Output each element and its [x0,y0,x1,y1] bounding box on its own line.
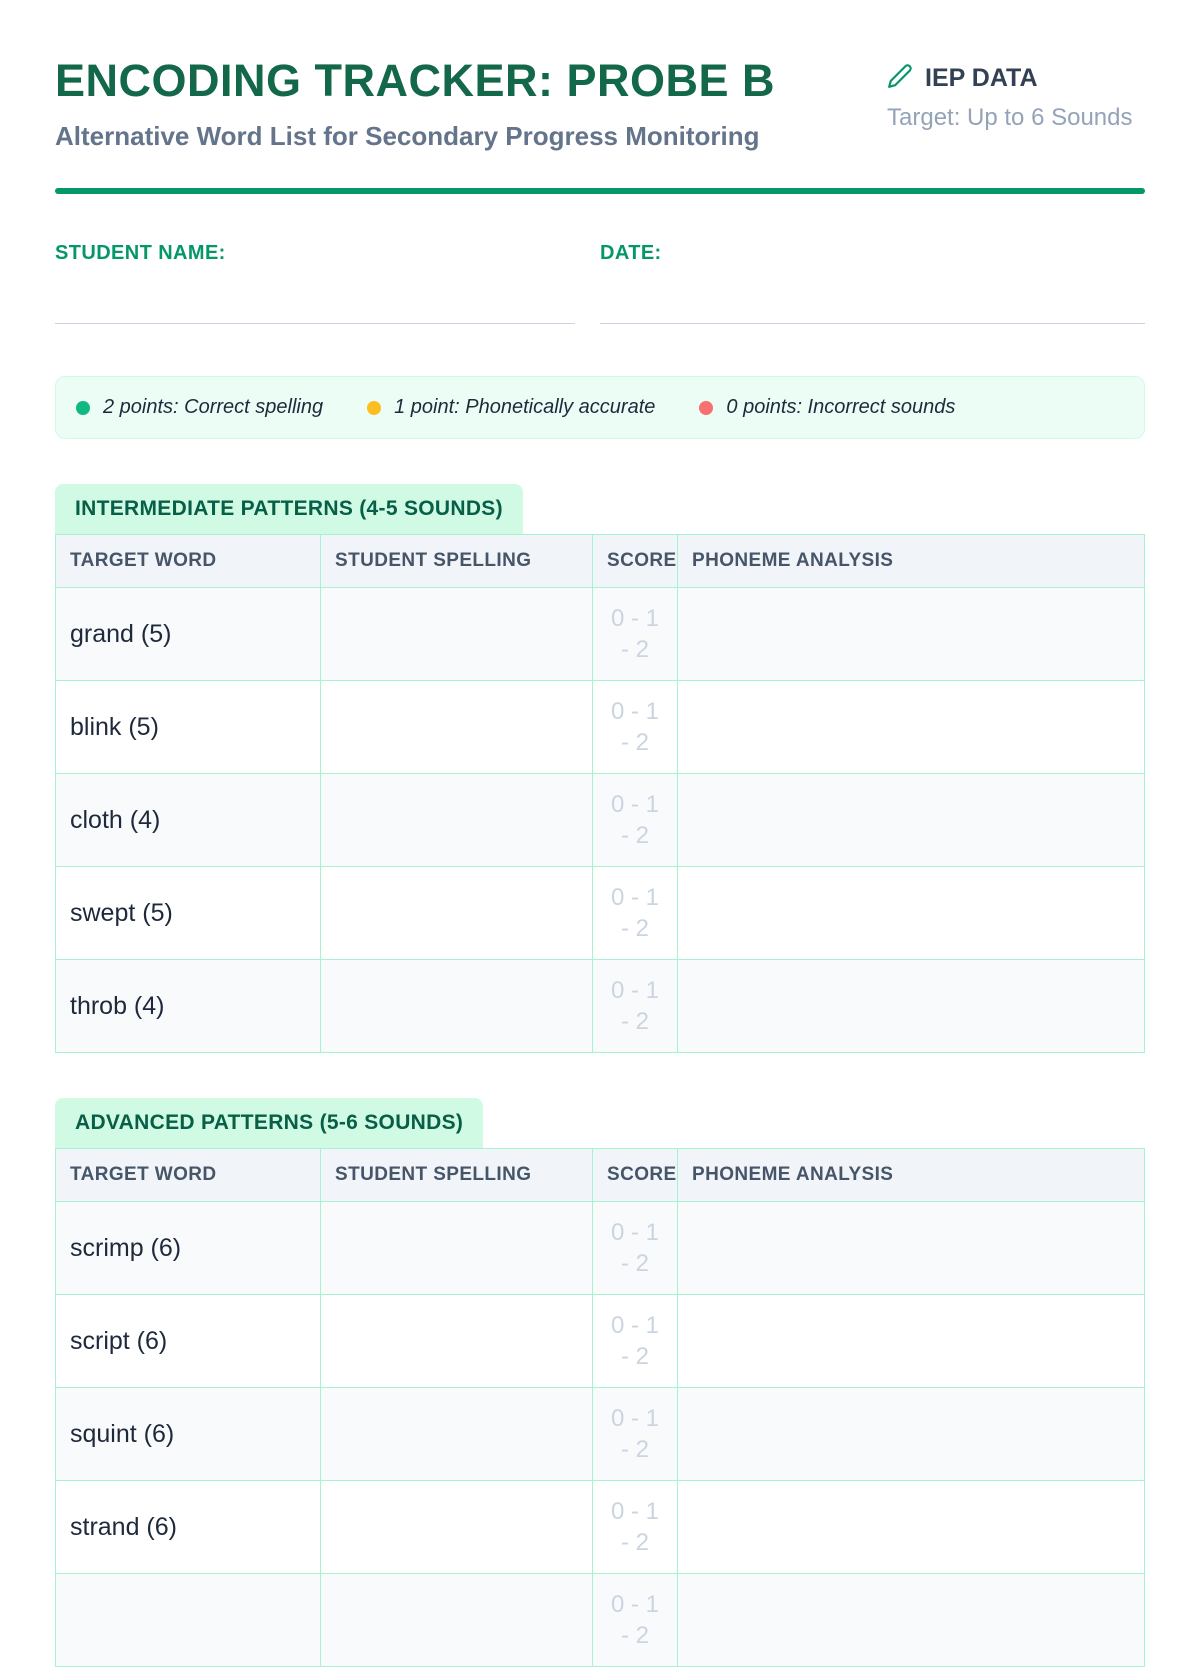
column-header-target-word: TARGET WORD [56,1149,321,1201]
score-option-line2: - 2 [620,729,649,756]
table-body [56,587,1144,1052]
student-info-form [55,242,1145,324]
target-word-cell: blink (5) [56,681,321,773]
table-row [56,587,1144,680]
table-row [56,1294,1144,1387]
student-name-field [55,242,575,324]
column-header-target-word: TARGET WORD [56,535,321,587]
page-title: ENCODING TRACKER: PROBE B [55,55,776,106]
page-header [55,55,1145,152]
target-word-cell [56,1574,321,1666]
legend-item [76,396,323,419]
legend-item [367,396,655,419]
data-table [55,534,1145,1053]
score-options-cell[interactable] [593,1388,678,1480]
score-options-cell[interactable] [593,1481,678,1573]
table-row [56,1201,1144,1294]
table-row [56,773,1144,866]
header-divider [55,188,1145,194]
student-spelling-cell[interactable] [321,774,593,866]
table-row [56,1573,1144,1666]
phoneme-analysis-cell[interactable] [678,1202,1144,1294]
section-title-tab [55,1098,483,1148]
score-option-line1: 0 - 1 [610,791,660,818]
student-spelling-cell[interactable] [321,1388,593,1480]
score-option-line1: 0 - 1 [610,1405,660,1432]
score-options-cell[interactable] [593,867,678,959]
title-block [55,55,775,152]
phoneme-analysis-cell[interactable] [678,681,1144,773]
score-option-line1: 0 - 1 [610,605,660,632]
phoneme-analysis-cell[interactable] [678,1388,1144,1480]
score-option-line2: - 2 [620,1250,649,1277]
target-word-cell: throb (4) [56,960,321,1052]
target-word-cell: grand (5) [56,588,321,680]
section-title: INTERMEDIATE PATTERNS (4-5 SOUNDS) [75,497,503,520]
score-options-cell[interactable] [593,1574,678,1666]
score-options-cell[interactable] [593,681,678,773]
column-header-phoneme-analysis: PHONEME ANALYSIS [692,550,894,571]
score-options-cell[interactable] [593,1295,678,1387]
score-option-line2: - 2 [620,1343,649,1370]
tables-container [55,484,1145,1667]
student-spelling-cell[interactable] [321,960,593,1052]
table-section [55,1098,1145,1667]
score-option-line2: - 2 [620,1436,649,1463]
table-row [56,680,1144,773]
phoneme-analysis-cell[interactable] [678,774,1144,866]
score-option-line2: - 2 [620,1622,649,1649]
target-word-cell: script (6) [56,1295,321,1387]
data-table [55,1148,1145,1667]
table-row [56,1480,1144,1573]
student-spelling-cell[interactable] [321,867,593,959]
legend-item [699,396,955,419]
target-word-cell: squint (6) [56,1388,321,1480]
score-options-cell[interactable] [593,588,678,680]
score-option-line1: 0 - 1 [610,1219,660,1246]
column-header-student-spelling: STUDENT SPELLING [321,535,593,587]
score-option-line2: - 2 [620,1529,649,1556]
phoneme-analysis-cell[interactable] [678,867,1144,959]
date-label: DATE: [600,242,662,264]
student-name-input-line[interactable] [55,323,575,324]
target-word-cell: scrimp (6) [56,1202,321,1294]
legend-label: 0 points: Incorrect sounds [726,396,956,418]
table-header-row [56,1149,1144,1201]
table-row [56,1387,1144,1480]
student-spelling-cell[interactable] [321,1202,593,1294]
score-option-line2: - 2 [620,915,649,942]
legend-dot-icon [76,401,90,415]
phoneme-analysis-cell[interactable] [678,1481,1144,1573]
score-option-line1: 0 - 1 [610,884,660,911]
target-word-cell: strand (6) [56,1481,321,1573]
score-option-line1: 0 - 1 [610,1591,660,1618]
score-options-cell[interactable] [593,1202,678,1294]
table-header-row [56,535,1144,587]
phoneme-analysis-cell[interactable] [678,1295,1144,1387]
iep-data-label: IEP DATA [925,64,1038,92]
phoneme-analysis-cell[interactable] [678,1574,1144,1666]
student-name-label: STUDENT NAME: [55,242,226,264]
student-spelling-cell[interactable] [321,681,593,773]
student-spelling-cell[interactable] [321,1574,593,1666]
column-header-phoneme-analysis: PHONEME ANALYSIS [692,1164,894,1185]
column-header-score: SCORE [593,535,678,587]
scoring-legend [55,376,1145,439]
score-options-cell[interactable] [593,774,678,866]
page-subtitle: Alternative Word List for Secondary Progress Monitoring [55,121,760,151]
student-spelling-cell[interactable] [321,1295,593,1387]
score-option-line1: 0 - 1 [610,1498,660,1525]
section-title: ADVANCED PATTERNS (5-6 SOUNDS) [75,1111,464,1134]
score-option-line2: - 2 [620,1008,649,1035]
legend-label: 1 point: Phonetically accurate [394,396,656,418]
score-option-line1: 0 - 1 [610,977,660,1004]
score-option-line1: 0 - 1 [610,1312,660,1339]
table-body [56,1201,1144,1666]
target-word-cell: cloth (4) [56,774,321,866]
legend-dot-icon [367,401,381,415]
iep-data-block [887,55,1145,132]
iep-data-row [887,63,1145,94]
score-option-line2: - 2 [620,636,649,663]
date-field [600,242,1145,324]
iep-target-text: Target: Up to 6 Sounds [887,104,1133,131]
column-header-score: SCORE [593,1149,678,1201]
pencil-icon [887,63,913,94]
legend-dot-icon [699,401,713,415]
section-title-tab [55,484,523,534]
table-section [55,484,1145,1053]
student-spelling-cell[interactable] [321,1481,593,1573]
phoneme-analysis-cell[interactable] [678,960,1144,1052]
column-header-student-spelling: STUDENT SPELLING [321,1149,593,1201]
student-spelling-cell[interactable] [321,588,593,680]
table-row [56,959,1144,1052]
score-option-line2: - 2 [620,822,649,849]
table-row [56,866,1144,959]
date-input-line[interactable] [600,323,1145,324]
score-option-line1: 0 - 1 [610,698,660,725]
score-options-cell[interactable] [593,960,678,1052]
target-word-cell: swept (5) [56,867,321,959]
legend-label: 2 points: Correct spelling [103,396,324,418]
phoneme-analysis-cell[interactable] [678,588,1144,680]
